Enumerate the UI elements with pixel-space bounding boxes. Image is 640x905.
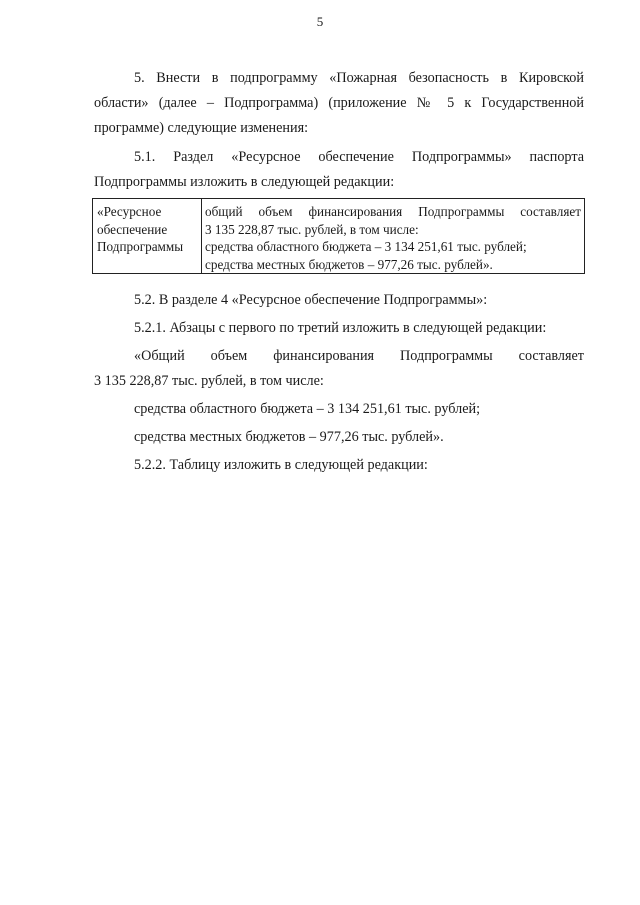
item5-line2: области» (далее – Подпрограмма) (приложение № 5 к Государственной [94, 95, 584, 111]
quote-line2: 3 135 228,87 тыс. рублей, в том числе: [94, 373, 324, 389]
table-label-line: обеспечение [97, 221, 168, 237]
item5-line1: 5. Внести в подпрограмму «Пожарная безопасность в Кировской [134, 70, 584, 86]
quote-line4: средства местных бюджетов – 977,26 тыс. рублей». [134, 429, 444, 445]
item51-line1: 5.1. Раздел «Ресурсное обеспечение Подпрограммы» паспорта [134, 149, 584, 165]
table-value-line: средства местных бюджетов – 977,26 тыс. рублей». [205, 256, 493, 272]
table-value-cell [202, 199, 584, 273]
item521-text: 5.2.1. Абзацы с первого по третий изложить в следующей редакции: [134, 320, 547, 336]
table-value-line: средства областного бюджета – 3 134 251,61 тыс. рублей; [205, 239, 527, 254]
page-number: 5 [316, 14, 324, 29]
quote-line1: «Общий объем финансирования Подпрограммы составляет [134, 348, 584, 364]
paragraph-item-5 [94, 66, 584, 141]
quote-line3: средства областного бюджета – 3 134 251,61 тыс. рублей; [134, 401, 481, 417]
paragraph-item-5-1 [94, 145, 584, 195]
table-value-line: общий объем финансирования Подпрограммы составляет [205, 204, 581, 219]
resource-table [92, 198, 585, 274]
table-label-line: «Ресурсное [97, 204, 162, 219]
table-label-cell [93, 199, 202, 273]
table-value-line: 3 135 228,87 тыс. рублей, в том числе: [205, 221, 419, 237]
item51-line2: Подпрограммы изложить в следующей редакции: [94, 174, 395, 190]
section-5-2 [94, 288, 584, 478]
item5-line3: программе) следующие изменения: [94, 120, 309, 136]
table-label-line: Подпрограммы [97, 239, 184, 254]
item52-text: 5.2. В разделе 4 «Ресурсное обеспечение Подпрограммы»: [134, 292, 488, 308]
item522-text: 5.2.2. Таблицу изложить в следующей редакции: [134, 457, 428, 473]
